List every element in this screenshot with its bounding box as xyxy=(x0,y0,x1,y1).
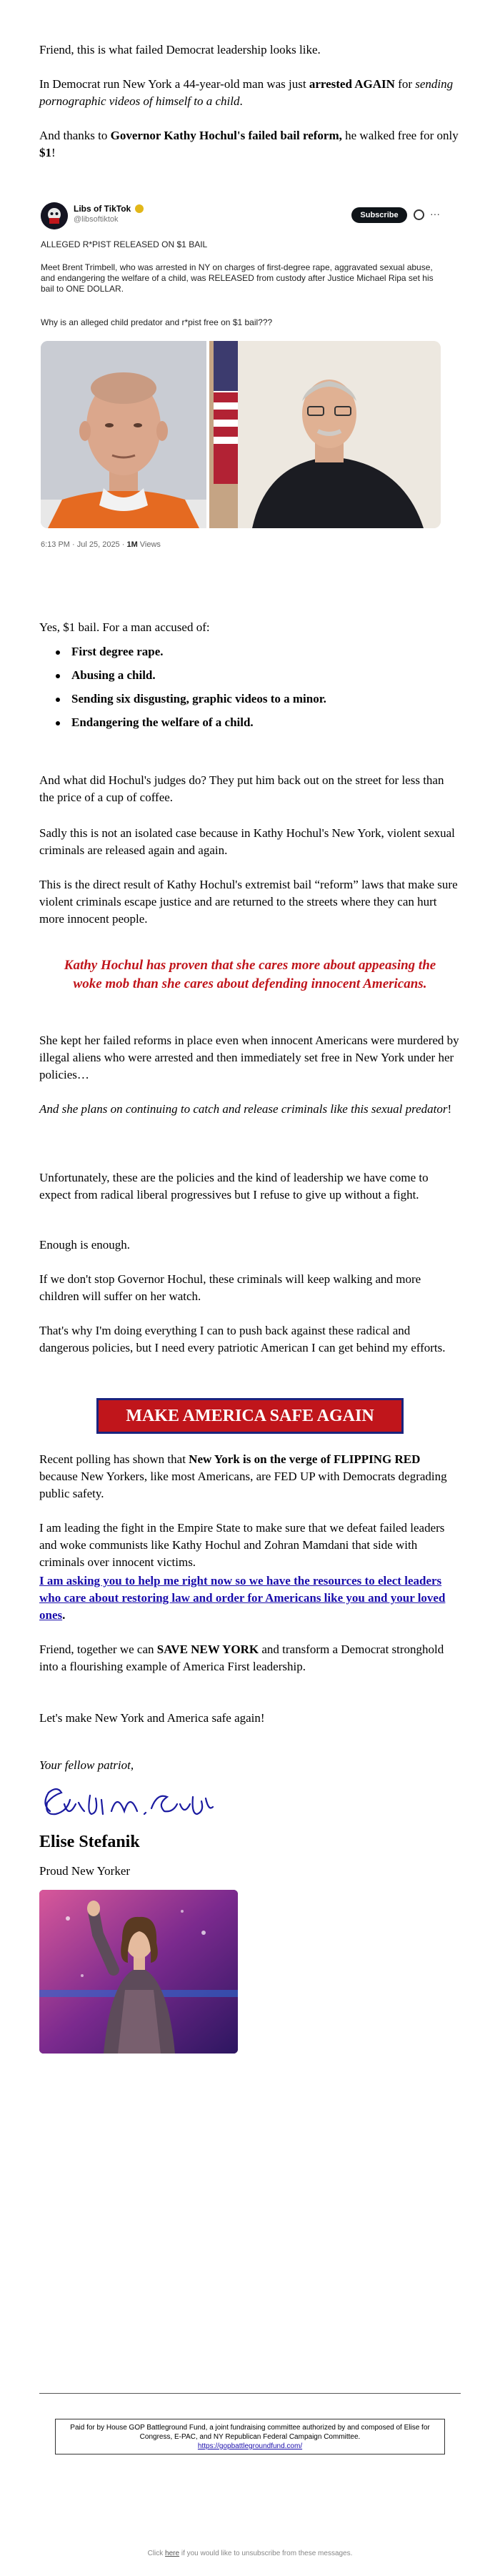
signature-image xyxy=(37,1783,216,1827)
sadly-paragraph: Sadly this is not an isolated case because in Kathy Hochul's New York, violent sexual criminals are released again and again. xyxy=(39,826,455,857)
account-name[interactable]: Libs of TikTok xyxy=(74,204,131,214)
list-item: First degree rape. xyxy=(71,643,457,667)
tweet-question: Why is an alleged child predator and r*pist free on $1 bail??? xyxy=(41,317,273,327)
failed-reforms-paragraph: She kept her failed reforms in place even when innocent Americans were murdered by illegal aliens who were arrested and then immediately set free in New York under her policies… xyxy=(39,1034,459,1081)
gold-check-icon xyxy=(135,204,144,213)
leading-fight-paragraph: I am leading the fight in the Empire State to make sure that we defeat failed leaders and woke communists like Kathy Hochul and Zohran Mamdani that side with criminals over innocent victims. xyxy=(39,1521,445,1569)
account-handle[interactable]: @libsoftiktok xyxy=(74,215,119,224)
tweet-body: Meet Brent Trimbell, who was arrested in NY on charges of first-degree rape, aggravated sexual abuse, and endangering the welfare of a child, was RELEASED from custody after Justice Michael Ripa set his bail to ONE DOLLAR. xyxy=(41,262,434,294)
pushback-paragraph: That's why I'm doing everything I can to push back against these radical and dangerous policies, but I need every patriotic American I can get behind my efforts. xyxy=(39,1324,446,1354)
enough-paragraph: Enough is enough. xyxy=(39,1238,131,1252)
donation-link-paragraph: I am asking you to help me right now so we have the resources to elect leaders who care about restoring law and order for Americans like you and your loved ones. xyxy=(39,1574,446,1622)
closing-line: Let's make New York and America safe again! xyxy=(39,1711,265,1725)
unsubscribe-line: Click here if you would like to unsubscribe from these messages. xyxy=(147,2550,353,2557)
mugshot-image[interactable] xyxy=(41,341,206,528)
judge-image[interactable] xyxy=(209,341,441,528)
signoff: Your fellow patriot, xyxy=(39,1758,134,1772)
list-item: Endangering the welfare of a child. xyxy=(71,714,457,738)
paid-for-disclaimer xyxy=(55,2419,445,2454)
unsubscribe-link[interactable]: here xyxy=(165,2550,180,2557)
make-america-safe-again-button[interactable]: MAKE AMERICA SAFE AGAIN xyxy=(96,1398,404,1434)
tweet-timestamp: 6:13 PM · Jul 25, 2025 · 1M Views xyxy=(41,540,161,549)
tweet-headline: ALLEGED R*PIST RELEASED ON $1 BAIL xyxy=(41,239,208,249)
arrest-paragraph: In Democrat run New York a 44-year-old man was just arrested AGAIN for sending pornographic videos of himself to a child. xyxy=(39,77,454,108)
donation-link[interactable]: I am asking you to help me right now so we have the resources to elect leaders who care about restoring law and order for Americans like you and your loved ones xyxy=(39,1574,446,1622)
list-item: Sending six disgusting, graphic videos to a minor. xyxy=(71,690,457,714)
footer-divider xyxy=(39,2393,461,2394)
more-options-icon[interactable]: ··· xyxy=(430,208,440,219)
save-new-york-paragraph: Friend, together we can SAVE NEW YORK and transform a Democrat stronghold into a flourishing example of America First leadership. xyxy=(39,1643,444,1673)
accused-intro: Yes, $1 bail. For a man accused of: xyxy=(39,620,210,634)
list-item: Abusing a child. xyxy=(71,667,457,690)
embedded-tweet[interactable] xyxy=(41,192,451,596)
stop-hochul-paragraph: If we don't stop Governor Hochul, these criminals will keep walking and more children will suffer on her watch. xyxy=(39,1272,421,1303)
disclaimer-text: Paid for by House GOP Battleground Fund, a joint fundraising committee authorized by and composed of Elise for Congress, E-PAC, and NY Republican Federal Campaign Committee. xyxy=(70,2424,430,2441)
elise-stefanik-photo xyxy=(39,1890,238,2054)
red-pull-quote: Kathy Hochul has proven that she cares more about appeasing the woke mob than she cares about defending innocent Americans. xyxy=(64,958,436,991)
battleground-fund-link[interactable]: https://gopbattlegroundfund.com/ xyxy=(197,2442,303,2450)
direct-result-paragraph: This is the direct result of Kathy Hochul's extremist bail “reform” laws that make sure violent criminals escape justice and are returned to the streets where they can hurt more innocent people. xyxy=(39,878,458,926)
judges-paragraph: And what did Hochul's judges do? They put him back out on the street for less than the price of a cup of coffee. xyxy=(39,773,444,804)
signer-title: Proud New Yorker xyxy=(39,1864,131,1878)
intro-paragraph: Friend, this is what failed Democrat leadership looks like. xyxy=(39,43,321,56)
subscribe-button[interactable]: Subscribe xyxy=(351,207,407,223)
plans-paragraph: And she plans on continuing to catch and release criminals like this sexual predator! xyxy=(39,1102,452,1116)
charges-list xyxy=(71,643,457,738)
grok-icon[interactable] xyxy=(414,209,424,220)
libs-of-tiktok-logo-icon xyxy=(41,202,68,229)
bail-paragraph: And thanks to Governor Kathy Hochul's failed bail reform, he walked free for only $1! xyxy=(39,129,459,159)
avatar xyxy=(41,202,68,229)
polling-paragraph: Recent polling has shown that New York is on the verge of FLIPPING RED because New Yorkers, like most Americans, are FED UP with Democrats degrading public safety. xyxy=(39,1452,447,1500)
unfortunately-paragraph: Unfortunately, these are the policies and the kind of leadership we have come to expect from radical liberal progressives but I refuse to give up without a fight. xyxy=(39,1171,429,1202)
signer-name: Elise Stefanik xyxy=(39,1833,140,1851)
signature-icon xyxy=(37,1783,216,1827)
